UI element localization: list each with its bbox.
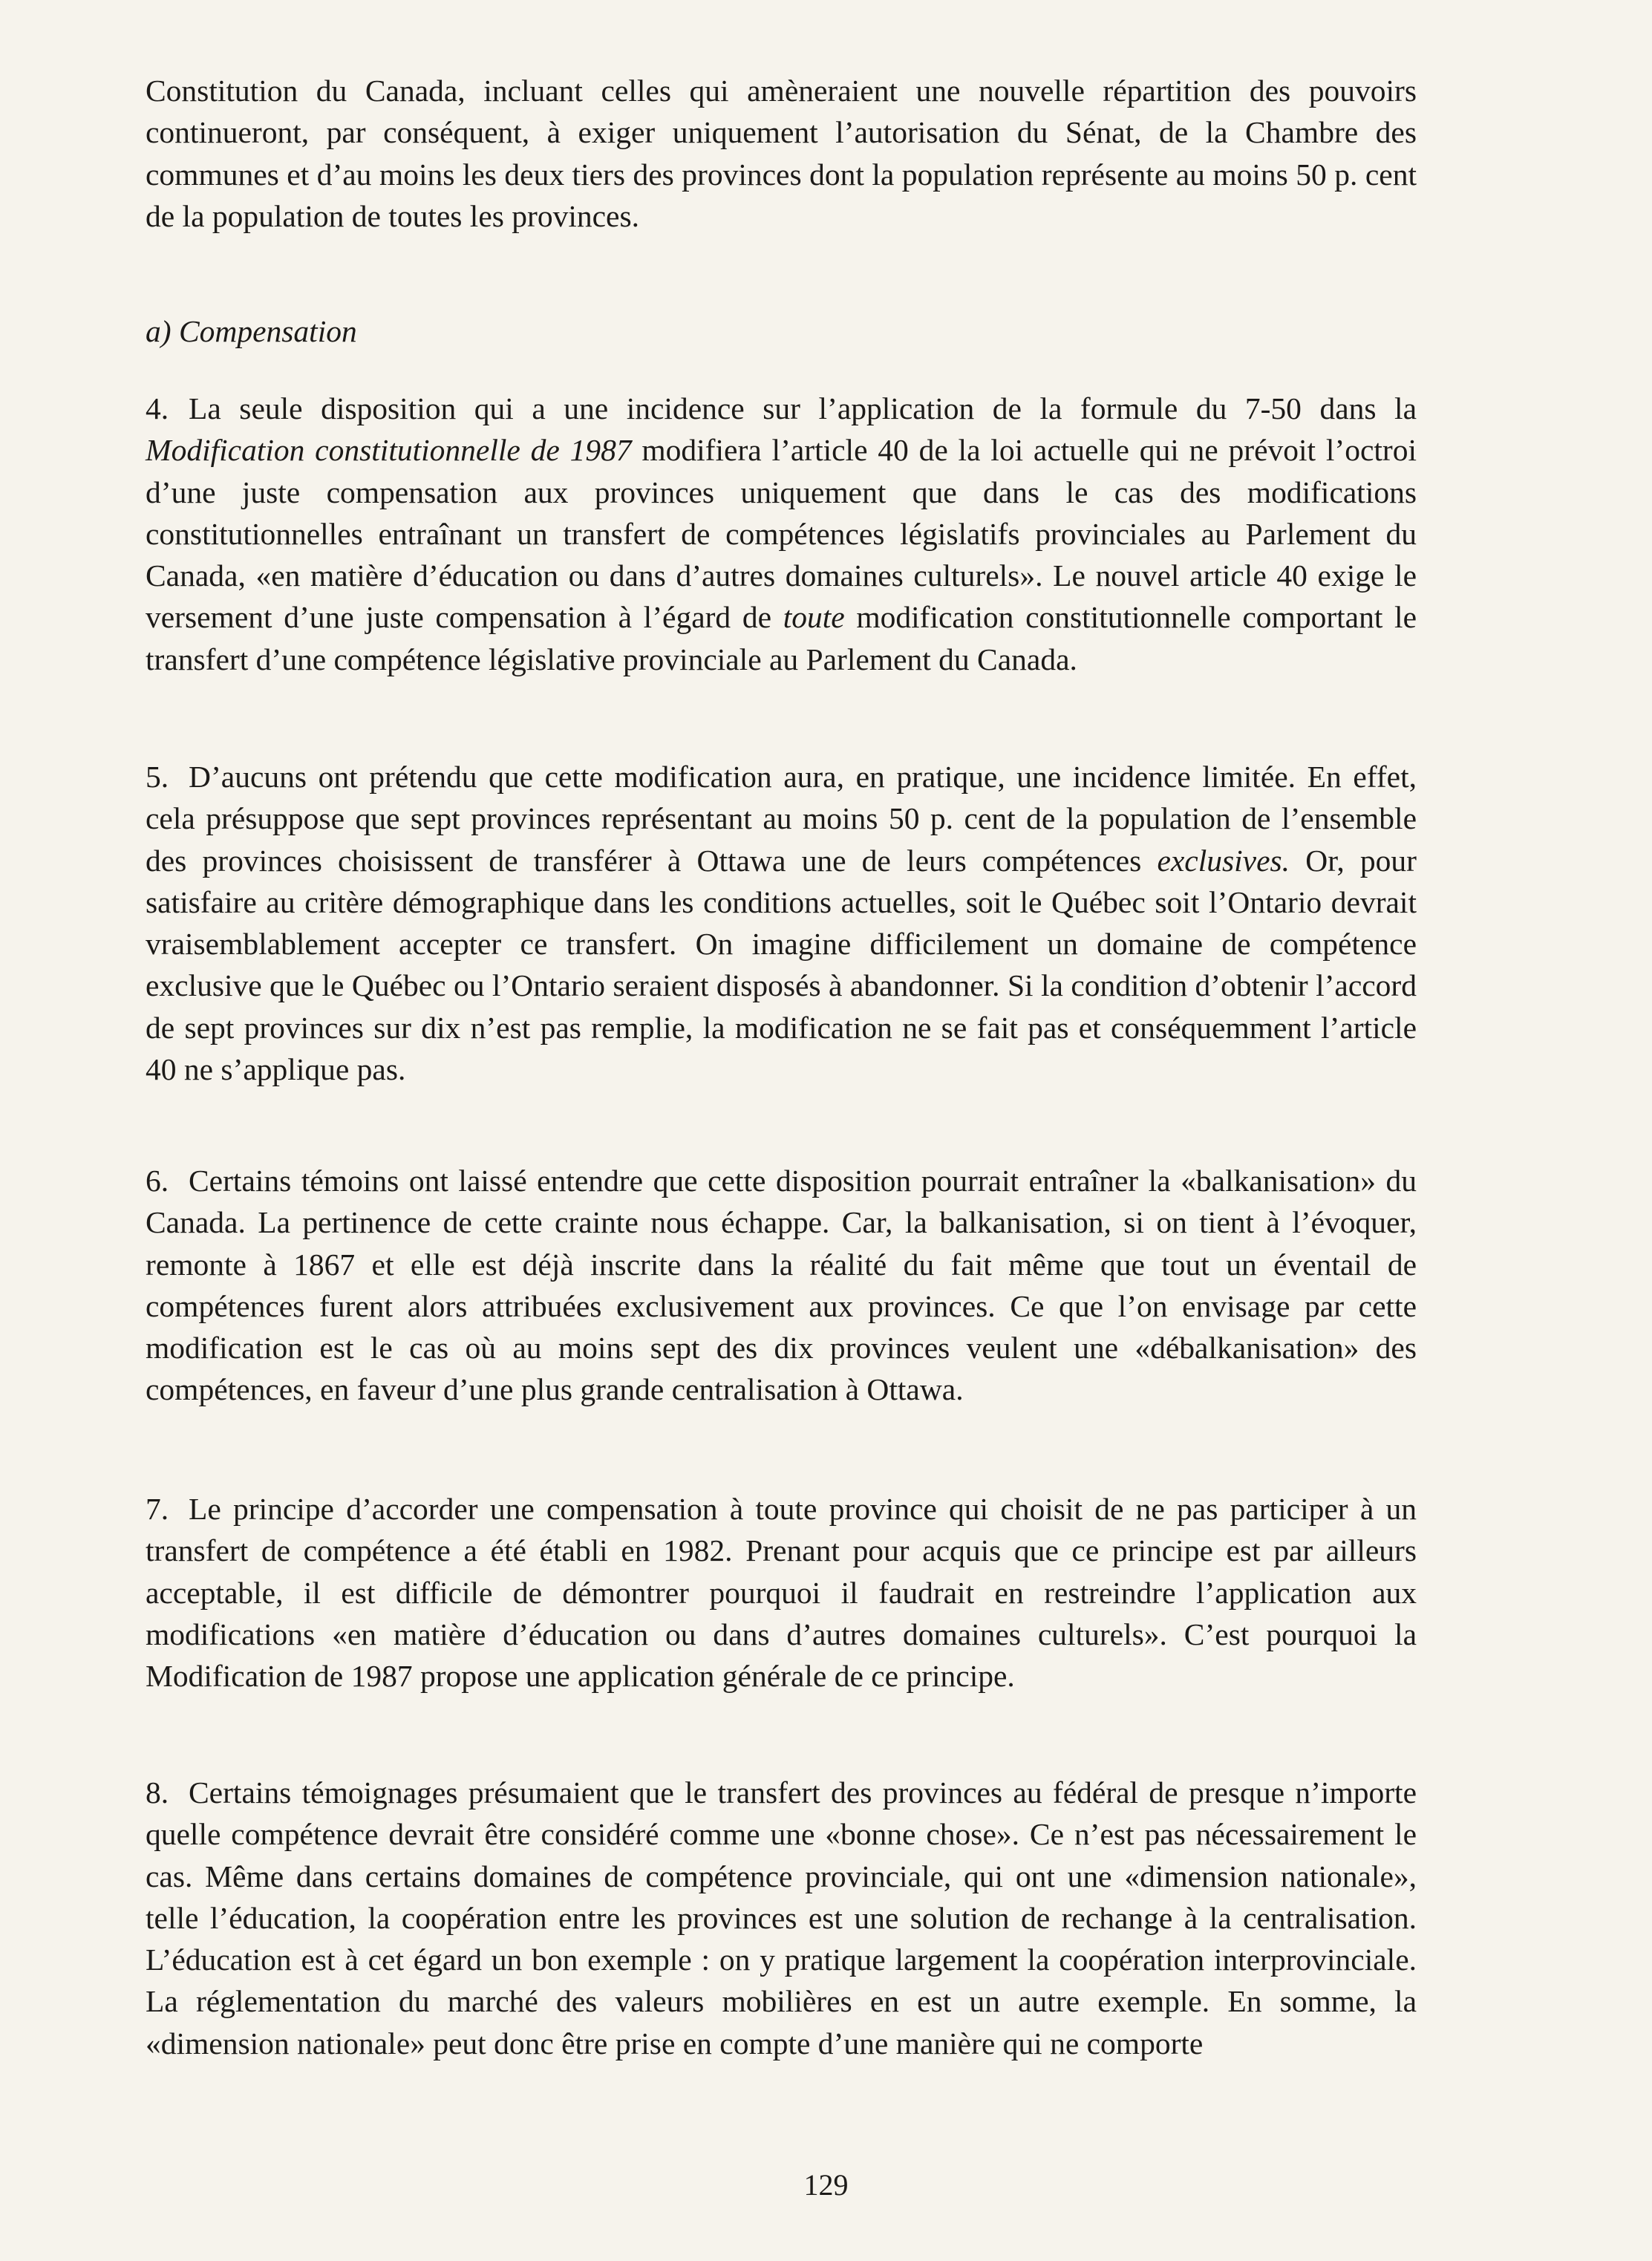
section-heading-letter: a): [146, 314, 172, 348]
paragraph-text: La seule disposition qui a une incidence sur l’application de la formule du 7-50 dans la: [189, 391, 1417, 425]
page-number: 129: [803, 2168, 849, 2202]
paragraph-text: Or, pour satisfaire au critère démographique dans les conditions actuelles, soit le Québec soit l’Ontario devrait vraisemblablement accepter ce transfert. On imagine difficilement un domaine de compétence exclusive que le Québec ou l’Ontario seraient disposés à abandonner. Si la condition d’obtenir l’accord de sept provinces sur dix n’est pas remplie, la modification ne se fait pas et conséquemment l’article 40 ne s’applique pas.: [146, 843, 1417, 1087]
paragraph-text: modifiera l’article 40 de la loi actuelle qui ne prévoit l’octroi d’une juste compensation aux provinces uniquement que dans le cas des modifications constitutionnelles entraînant un transfert de compétences législatifs provinciales au Parlement du Canada, «en matière d’éducation ou dans d’autres domaines culturels». Le nouvel article 40 exige le versement d’une juste compensation à l’égard de: [146, 433, 1417, 635]
paragraph-5: [146, 756, 1417, 1090]
paragraph-number: 6.: [146, 1164, 169, 1198]
paragraph-italic-word: toute: [783, 600, 845, 635]
paragraph-text: Le principe d’accorder une compensation à toute province qui choisit de ne pas participer à un transfert de compétence a été établi en 1982. Prenant pour acquis que ce principe est par ailleurs acceptable, il est difficile de démontrer pourquoi il faudrait en restreindre l’application aux modifications «en matière d’éducation ou dans d’autres domaines culturels». C’est pourquoi la Modification de 1987 propose une application générale de ce principe.: [146, 1492, 1417, 1694]
paragraph-italic-word: exclusives.: [1157, 843, 1290, 878]
paragraph-italic-title: Modification constitutionnelle de 1987: [146, 433, 632, 468]
section-heading: [146, 310, 357, 352]
paragraph-8: [146, 1772, 1417, 2064]
paragraph-text: Certains témoignages présumaient que le transfert des provinces au fédéral de presque n’importe quelle compétence devrait être considéré comme une «bonne chose». Ce n’est pas nécessairement le cas. Même dans certains domaines de compétence provinciale, qui ont une «dimension nationale», telle l’éducation, la coopération entre les provinces est une solution de rechange à la centralisation. L’éducation est à cet égard un bon exemple : on y pratique largement la coopération interprovinciale. La réglementation du marché des valeurs mobilières en est un autre exemple. En somme, la «dimension nationale» peut donc être prise en compte d’une manière qui ne comporte: [146, 1775, 1417, 2061]
paragraph-text: Certains témoins ont laissé entendre que cette disposition pourrait entraîner la «balkanisation» du Canada. La pertinence de cette crainte nous échappe. Car, la balkanisation, si on tient à l’évoquer, remonte à 1867 et elle est déjà inscrite dans la réalité du fait même que tout un éventail de compétences furent alors attribuées exclusivement aux provinces. Ce que l’on envisage par cette modification est le cas où au moins sept des dix provinces veulent une «débalkanisation» des compétences, en faveur d’une plus grande centralisation à Ottawa.: [146, 1164, 1417, 1407]
paragraph-6: [146, 1160, 1417, 1411]
intro-paragraph-text: Constitution du Canada, incluant celles qui amèneraient une nouvelle répartition des pouvoirs continueront, par conséquent, à exiger uniquement l’autorisation du Sénat, de la Chambre des communes et d’au moins les deux tiers des provinces dont la population représente au moins 50 p. cent de la population de toutes les provinces.: [146, 74, 1417, 233]
paragraph-text: modification constitutionnelle comportant le transfert d’une compétence législative provinciale au Parlement du Canada.: [146, 600, 1417, 676]
paragraph-number: 5.: [146, 760, 169, 794]
intro-paragraph: [146, 70, 1417, 237]
section-heading-title: Compensation: [178, 314, 357, 348]
paragraph-7: [146, 1488, 1417, 1697]
paragraph-text: D’aucuns ont prétendu que cette modification aura, en pratique, une incidence limitée. En effet, cela présuppose que sept provinces représentant au moins 50 p. cent de la population de l’ensemble des provinces choisissent de transférer à Ottawa une de leurs compétences: [146, 760, 1417, 878]
paragraph-4: [146, 388, 1417, 680]
paragraph-number: 7.: [146, 1492, 169, 1526]
paragraph-number: 4.: [146, 391, 169, 425]
paragraph-number: 8.: [146, 1775, 169, 1810]
